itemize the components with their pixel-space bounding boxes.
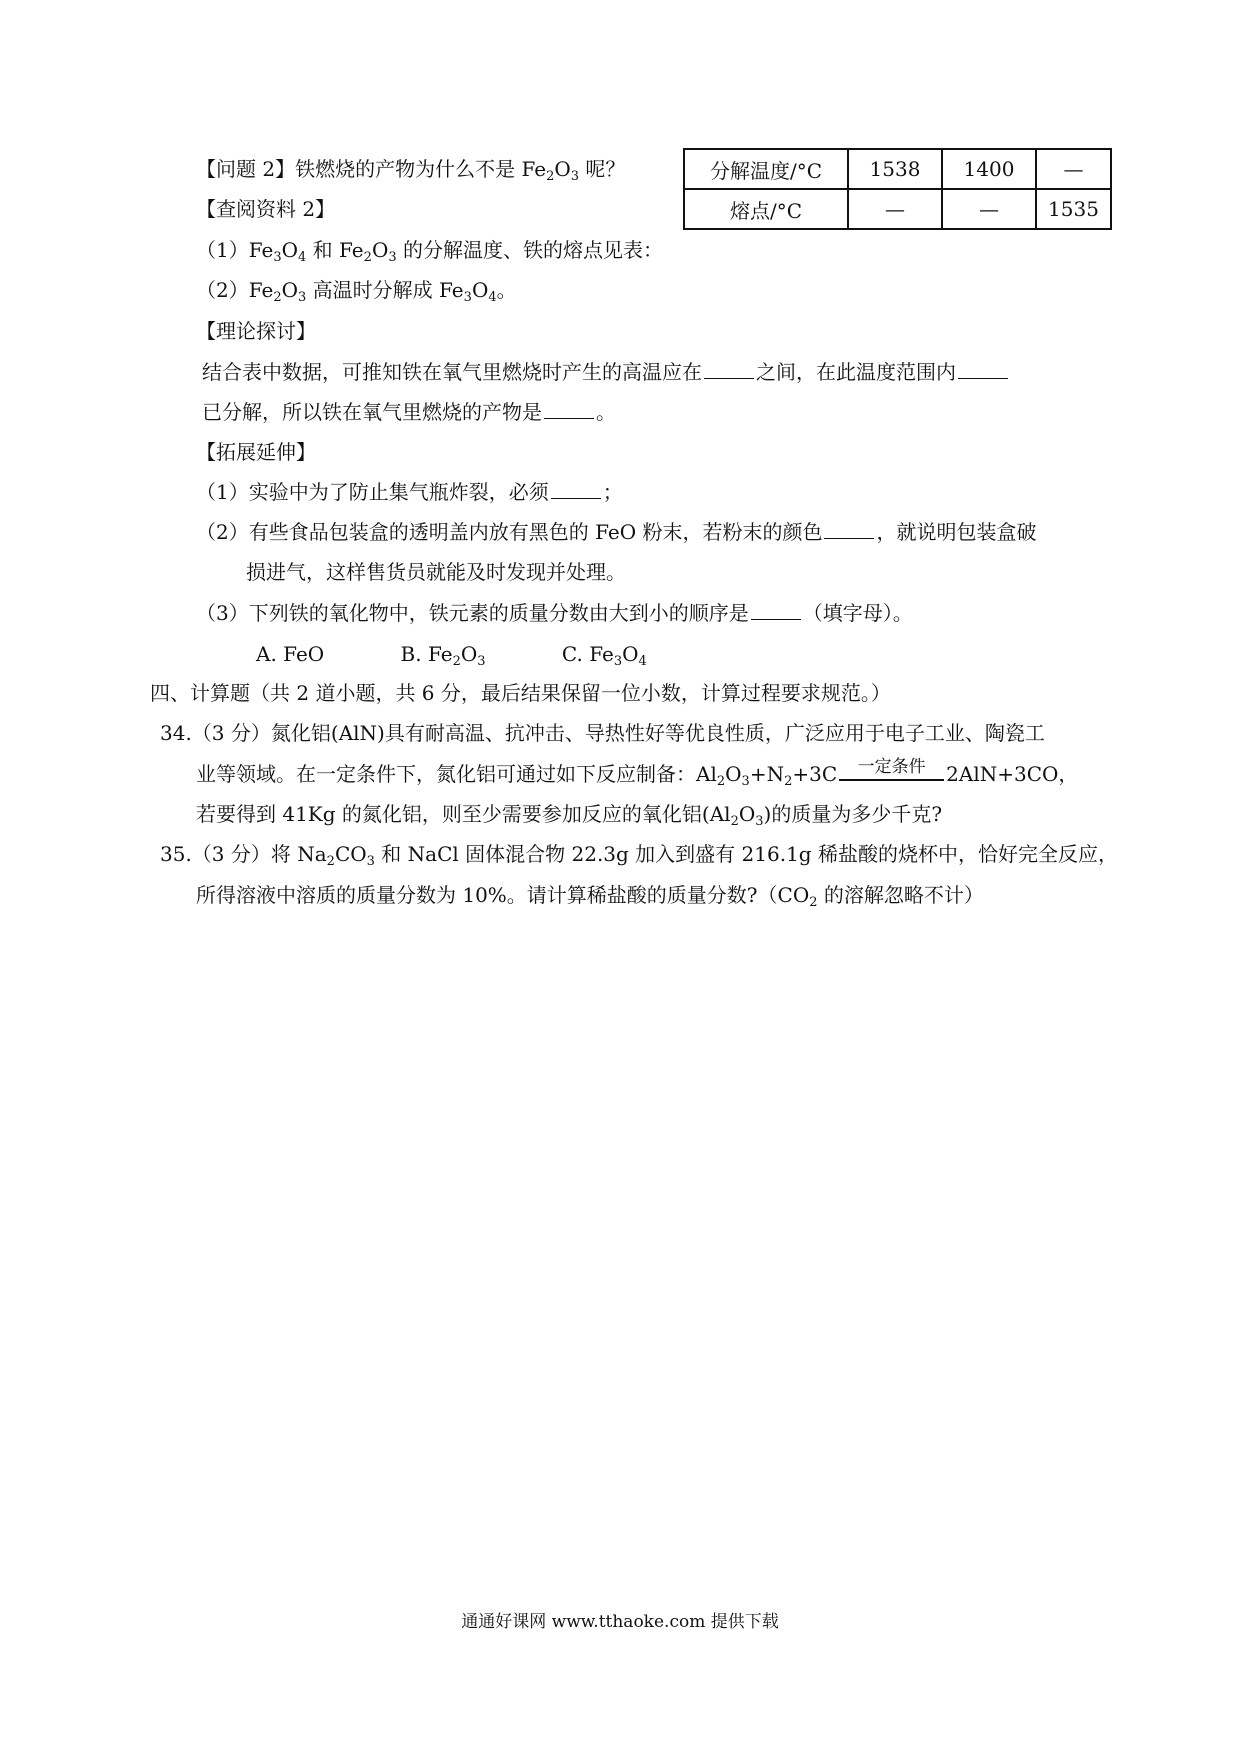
answer-blank[interactable] xyxy=(704,358,754,379)
theory-title: 【理论探讨】 xyxy=(196,319,316,343)
table-cell: — xyxy=(848,189,942,229)
options-line xyxy=(256,639,647,669)
option-b: B. $Fe_2O_3$ xyxy=(400,642,486,669)
question-34-line-1: 34.（3 分）氮化铝(AlN)具有耐高温、抗冲击、导热性好等优良性质，广泛应用于电子工业、陶瓷工 xyxy=(160,721,1045,745)
question-34-line-2: 业等领域。在一定条件下，氮化铝可通过如下反应制备：$Al_2O_3+N_2+3C$ 一定条件 2AlN+3CO， xyxy=(196,757,1079,789)
table-cell: — xyxy=(942,189,1036,229)
reaction-condition-arrow: 一定条件 xyxy=(839,767,944,785)
answer-blank[interactable] xyxy=(544,398,594,419)
temperature-table xyxy=(683,148,1112,230)
answer-blank[interactable] xyxy=(824,518,874,539)
extend-item-3: （3）下列铁的氧化物中，铁元素的质量分数由大到小的顺序是 （填字母）。 xyxy=(196,601,913,625)
table-row-label: 熔点/°C xyxy=(684,189,848,229)
section-4-heading: 四、计算题（共 2 道小题，共 6 分，最后结果保留一位小数，计算过程要求规范。） xyxy=(150,681,891,705)
option-a: A. FeO xyxy=(256,642,325,666)
theory-line-1: 结合表中数据，可推知铁在氧气里燃烧时产生的高温应在 之间，在此温度范围内 xyxy=(202,357,1010,387)
answer-blank[interactable] xyxy=(751,599,801,620)
table-cell: 1538 xyxy=(848,149,942,189)
lookup-item-2: $(2)Fe_2O_3$ 高温时分解成 $Fe_3O_4$。 xyxy=(196,278,517,305)
extend-item-1: （1）实验中为了防止集气瓶炸裂，必须 ； xyxy=(196,480,623,504)
table-cell: 1400 xyxy=(942,149,1036,189)
question-2-title: 【问题 2】铁燃烧的产物为什么不是 $Fe_2O_3$ 呢？ xyxy=(196,157,626,184)
extend-item-2: （2）有些食品包装盒的透明盖内放有黑色的 FeO 粉末，若粉末的颜色 ，就说明包装盒破 xyxy=(196,520,1037,544)
question-35-line-2: 所得溶液中溶质的质量分数为 10%。请计算稀盐酸的质量分数$?(CO_2$ 的溶解忽略不计） xyxy=(196,883,984,910)
question-35-line-1: 35.（3 分）将 $Na_2CO_3$ 和 NaCl 固体混合物 22.3g 加入到盛有 216.1g 稀盐酸的烧杯中，恰好完全反应， xyxy=(160,842,1118,869)
extend-title: 【拓展延伸】 xyxy=(196,440,316,464)
answer-blank[interactable] xyxy=(958,358,1008,379)
question-34-line-3: 若要得到 41Kg 的氮化铝，则至少需要参加反应的氧化铝$(Al_2O_3)$的质量为多少千克? xyxy=(196,802,943,829)
table-row-label: 分解温度/°C xyxy=(684,149,848,189)
lookup-title: 【查阅资料 2】 xyxy=(196,197,336,221)
table-cell: 1535 xyxy=(1036,189,1111,229)
extend-item-2-cont: 损进气，这样售货员就能及时发现并处理。 xyxy=(246,560,626,584)
table-row xyxy=(684,149,1111,189)
option-c: C. $Fe_3O_4$ xyxy=(561,642,647,669)
answer-blank[interactable] xyxy=(551,478,601,499)
theory-line-2: 已分解，所以铁在氧气里燃烧的产物是 。 xyxy=(202,400,616,424)
page-footer: 通通好课网 www.tthaoke.com 提供下载 xyxy=(461,1612,779,1632)
table-cell: — xyxy=(1036,149,1111,189)
table-row xyxy=(684,189,1111,229)
lookup-item-1: $(1)Fe_3O_4$ 和 $Fe_2O_3$ 的分解温度、铁的熔点见表： xyxy=(196,238,663,265)
